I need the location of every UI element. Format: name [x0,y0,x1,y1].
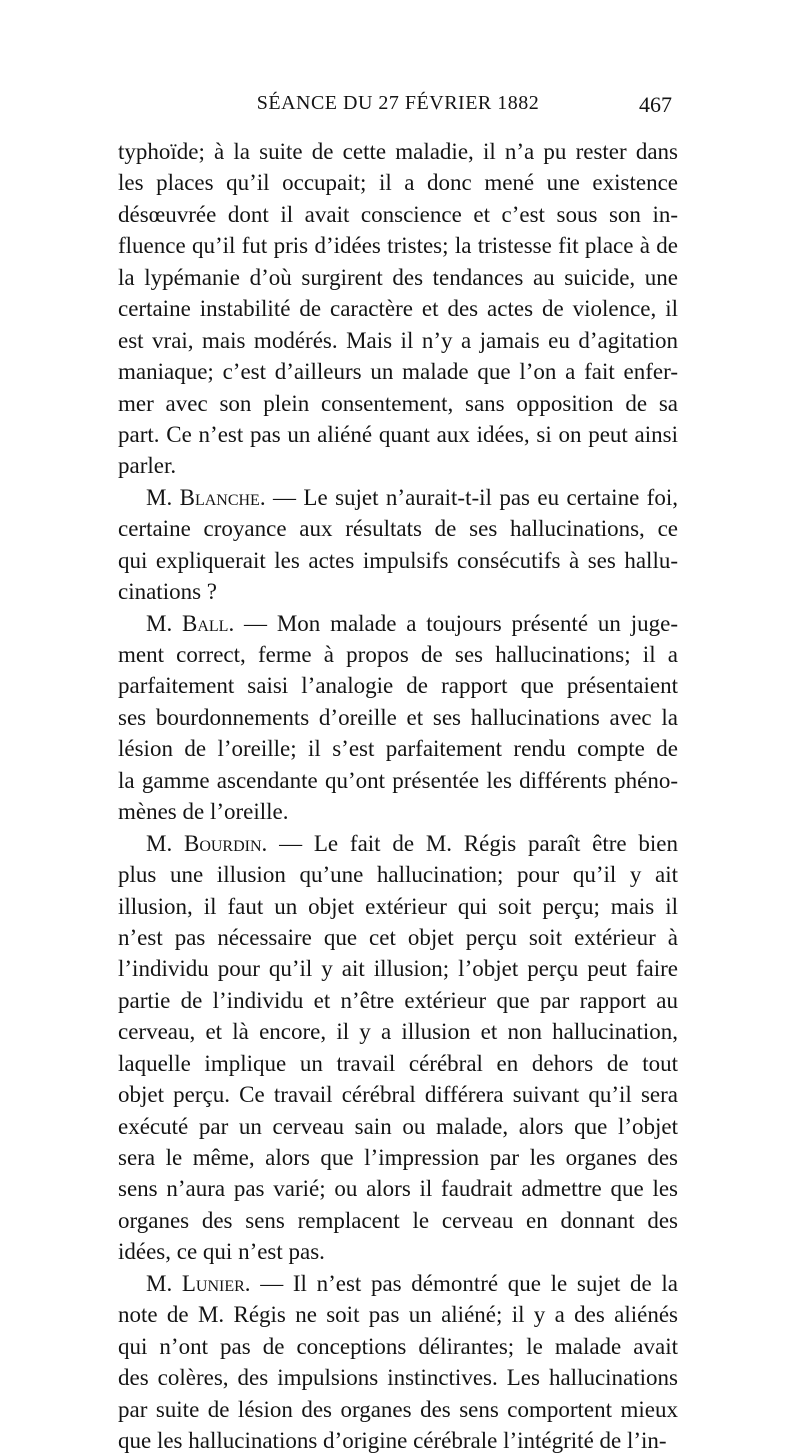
text-line: fluence qu’il fut pris d’idées tristes; la tristesse fit place à de [118,233,678,259]
text-line: est vrai, mais modérés. Mais il n’y a jamais eu d’agitation [118,327,678,353]
text-line [118,828,678,859]
text-line: qui n’ont pas de conceptions délirantes; le malade avait [118,1333,678,1359]
text-line: parler. [118,453,177,479]
text-line [118,1268,678,1299]
text-line: idées, ce qui n’est pas. [118,1239,325,1265]
text-line: partie de l’individu et n’être extérieur que par rapport au [118,987,678,1013]
text-line: laquelle implique un travail cérébral en dehors de tout [118,1050,678,1076]
body-text [118,136,678,1456]
text-line: sens n’aura pas varié; ou alors il faudrait admettre que les [118,1176,678,1202]
speaker-name: M. Ball. [146,610,235,636]
text-line: lésion de l’oreille; il s’est parfaitement rendu compte de [118,736,678,762]
text-line: cerveau, et là encore, il y a illusion et non hallucination, [118,1019,678,1045]
speaker-name: M. Lunier. [146,1270,251,1296]
text-line: maniaque; c’est d’ailleurs un malade que l’on a fait enfer- [118,359,678,385]
text-line: typhoïde; à la suite de cette maladie, il n’a pu rester dans [118,139,678,164]
text-line: illusion, il faut un objet extérieur qui soit perçu; mais il [118,893,678,919]
text-line: mer avec son plein consentement, sans opposition de sa [118,390,678,416]
text-line: organes des sens remplacent le cerveau en donnant des [118,1207,678,1233]
text-line: par suite de lésion des organes des sens comportent mieux [118,1396,678,1422]
line-text: — Mon malade a toujours présenté un juge- [234,610,678,636]
paragraph [118,136,678,482]
text-line: qui expliquerait les actes impulsifs consécutifs à ses hallu- [118,547,678,573]
line-text: — Le fait de M. Régis paraît être bien [267,830,678,856]
text-line: certaine instabilité de caractère et des actes de violence, il [118,296,678,322]
text-line: part. Ce n’est pas un aliéné quant aux idées, si on peut ainsi [118,421,678,447]
text-line: certaine croyance aux résultats de ses hallucinations, ce [118,516,678,542]
text-line: des colères, des impulsions instinctives. Les hallucinations [118,1365,678,1391]
text-line: note de M. Régis ne soit pas un aliéné; il y a des aliénés [118,1302,678,1328]
text-line: objet perçu. Ce travail cérébral différera suivant qu’il sera [118,1082,678,1108]
text-line: les places qu’il occupait; il a donc mené une existence [118,170,678,196]
text-line [118,482,678,513]
text-line: l’individu pour qu’il y ait illusion; l’objet perçu peut faire [118,956,678,982]
text-line: ses bourdonnements d’oreille et ses hallucinations avec la [118,704,678,730]
text-line: ment correct, ferme à propos de ses hallucinations; il a [118,642,678,667]
text-line: la gamme ascendante qu’ont présentée les différents phéno- [118,767,678,793]
text-line: mènes de l’oreille. [118,799,289,825]
text-line: que les hallucinations d’origine cérébrale l’intégrité de l’in- [118,1427,667,1453]
running-head-title: SÉANCE DU 27 FÉVRIER 1882 [256,92,540,114]
text-line: plus une illusion qu’une hallucination; pour qu’il y ait [118,862,678,888]
text-line [118,608,678,639]
speaker-name: M. Bourdin. [146,830,268,856]
running-head [118,92,678,122]
line-text: — Le sujet n’aurait-t-il pas eu certaine foi, [265,484,678,510]
text-line: parfaitement saisi l’analogie de rapport que présentaient [118,673,678,699]
speaker-name: M. Blanche. [146,484,266,510]
speaker-paragraph [118,1268,678,1456]
text-line: exécuté par un cerveau sain ou malade, alors que l’objet [118,1113,678,1139]
page-number: 467 [639,92,672,117]
speaker-paragraph [118,608,678,828]
text-line: n’est pas nécessaire que cet objet perçu soit extérieur à [118,924,678,950]
text-line: la lypémanie d’où surgirent des tendances au suicide, une [118,264,678,290]
line-text: — Il n’est pas démontré que le sujet de la [250,1270,678,1296]
speaker-paragraph [118,482,678,608]
speaker-paragraph [118,828,678,1268]
text-line: sera le même, alors que l’impression par les organes des [118,1145,678,1170]
text-line: désœuvrée dont il avait conscience et c’est sous son in- [118,201,678,227]
text-line: cinations ? [118,579,217,605]
